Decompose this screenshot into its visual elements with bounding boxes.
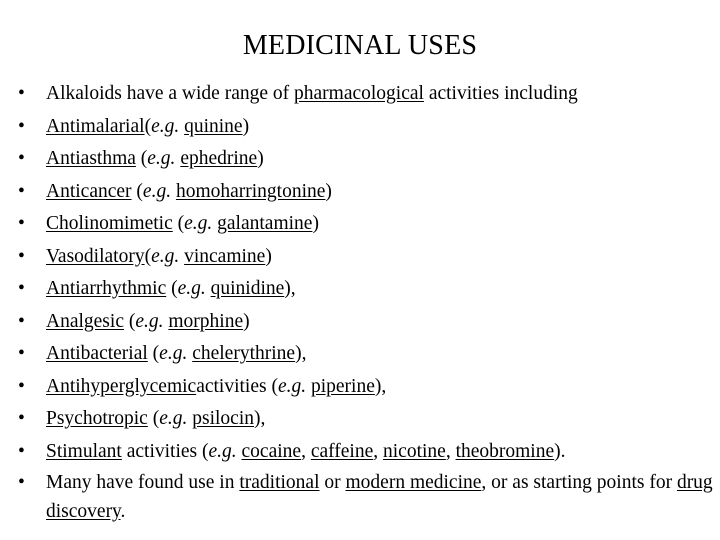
text-segment: ) <box>243 310 250 332</box>
eg-abbrev: e.g. <box>277 375 307 397</box>
term-link[interactable]: Antimalarial <box>46 115 145 137</box>
text-segment: ) <box>312 213 319 234</box>
eg-abbrev: e.g. <box>208 440 237 462</box>
text-segment: ( <box>147 343 160 364</box>
bullet-dot: • <box>18 278 25 299</box>
bullet-dot: • <box>18 408 25 429</box>
text-segment: ( <box>166 278 178 299</box>
bullet-dot: • <box>18 343 25 364</box>
bullet-item <box>18 143 713 176</box>
bullet-item <box>18 111 713 144</box>
slide-title: MEDICINAL USES <box>242 30 478 61</box>
term-link[interactable]: vincamine <box>184 245 266 267</box>
text-segment: activities including <box>423 83 578 104</box>
text-segment: ), <box>295 343 307 364</box>
term-link[interactable]: ephedrine <box>180 148 258 169</box>
text-segment: ), <box>284 278 296 299</box>
bullet-item <box>18 176 713 209</box>
term-link[interactable]: galantamine <box>217 213 313 234</box>
term-link[interactable]: Analgesic <box>46 310 124 332</box>
text-segment: , or as starting points for <box>481 472 677 493</box>
term-link[interactable]: Antiasthma <box>46 148 136 169</box>
bullet-item <box>18 468 713 526</box>
term-link[interactable]: morphine <box>168 310 244 332</box>
bullet-dot: • <box>18 148 25 169</box>
eg-abbrev: e.g. <box>159 408 188 429</box>
bullet-dot: • <box>18 115 25 137</box>
text-segment: ) <box>265 245 272 267</box>
text-segment: ( <box>135 148 148 169</box>
term-link[interactable]: theobromine <box>455 440 555 462</box>
eg-abbrev: e.g. <box>151 115 180 137</box>
eg-abbrev: e.g. <box>177 278 206 299</box>
text-segment: ( <box>144 245 152 267</box>
bullet-item <box>18 273 713 306</box>
text-segment: ), <box>374 375 387 397</box>
text-segment: ( <box>131 180 143 202</box>
term-link[interactable]: Anticancer <box>46 180 132 202</box>
text-segment: Many have found use in <box>46 472 240 493</box>
text-segment: Alkaloids have a wide range of <box>46 83 294 104</box>
text-segment: ). <box>554 440 566 462</box>
bullet-item <box>18 78 713 111</box>
eg-abbrev: e.g. <box>184 213 213 234</box>
text-segment: ( <box>144 115 152 137</box>
text-segment: ( <box>123 310 136 332</box>
term-link[interactable]: cocaine <box>241 440 302 462</box>
text-segment: activities ( <box>121 440 209 462</box>
bullet-item <box>18 241 713 274</box>
eg-abbrev: e.g. <box>142 180 172 202</box>
text-segment: , <box>373 440 383 462</box>
bullet-dot: • <box>18 375 25 397</box>
eg-abbrev: e.g. <box>151 245 180 267</box>
term-link[interactable]: homoharringtonine <box>175 180 326 202</box>
term-link[interactable]: chelerythrine <box>192 343 296 364</box>
text-segment: ( <box>147 408 160 429</box>
text-segment: or <box>319 472 346 493</box>
text-segment: ( <box>172 213 185 234</box>
eg-abbrev: e.g. <box>159 343 188 364</box>
text-segment: ) <box>325 180 332 202</box>
text-segment: ) <box>257 148 264 169</box>
term-link[interactable]: Psychotropic <box>46 408 148 429</box>
bullet-dot: • <box>18 310 25 332</box>
term-link[interactable]: piperine <box>310 375 375 397</box>
term-link[interactable]: modern medicine <box>345 472 482 493</box>
bullet-dot: • <box>18 213 25 234</box>
bullet-dot: • <box>18 180 25 202</box>
bullet-item <box>18 403 713 436</box>
text-segment: ) <box>242 115 250 137</box>
term-link[interactable]: caffeine <box>310 440 374 462</box>
bullet-item <box>18 436 713 469</box>
bullet-item <box>18 306 713 339</box>
term-link[interactable]: quinidine <box>210 278 285 299</box>
bullet-dot: • <box>18 440 25 462</box>
term-link[interactable]: Stimulant <box>46 440 122 462</box>
bullet-list <box>18 78 713 526</box>
text-segment: . <box>120 501 126 522</box>
term-link[interactable]: Antibacterial <box>46 343 148 364</box>
term-link[interactable]: drug discovery <box>46 472 713 522</box>
text-segment: , <box>301 440 311 462</box>
term-link[interactable]: psilocin <box>192 408 254 429</box>
text-segment: ), <box>253 408 266 429</box>
term-link[interactable]: pharmacological <box>294 83 424 104</box>
eg-abbrev: e.g. <box>135 310 164 332</box>
text-segment: activities ( <box>196 375 278 397</box>
eg-abbrev: e.g. <box>147 148 176 169</box>
text-segment: , <box>445 440 456 462</box>
bullet-item <box>18 208 713 241</box>
term-link[interactable]: quinine <box>184 115 243 137</box>
bullet-item <box>18 371 713 404</box>
term-link[interactable]: Vasodilatory <box>46 245 145 267</box>
bullet-dot: • <box>18 83 25 104</box>
bullet-item <box>18 338 713 371</box>
bullet-dot: • <box>18 245 25 267</box>
bullet-dot: • <box>18 472 25 493</box>
term-link[interactable]: traditional <box>239 472 320 493</box>
term-link[interactable]: Antiarrhythmic <box>46 278 167 299</box>
term-link[interactable]: Cholinomimetic <box>46 213 173 234</box>
term-link[interactable]: Antihyperglycemic <box>46 375 197 397</box>
term-link[interactable]: nicotine <box>383 440 446 462</box>
